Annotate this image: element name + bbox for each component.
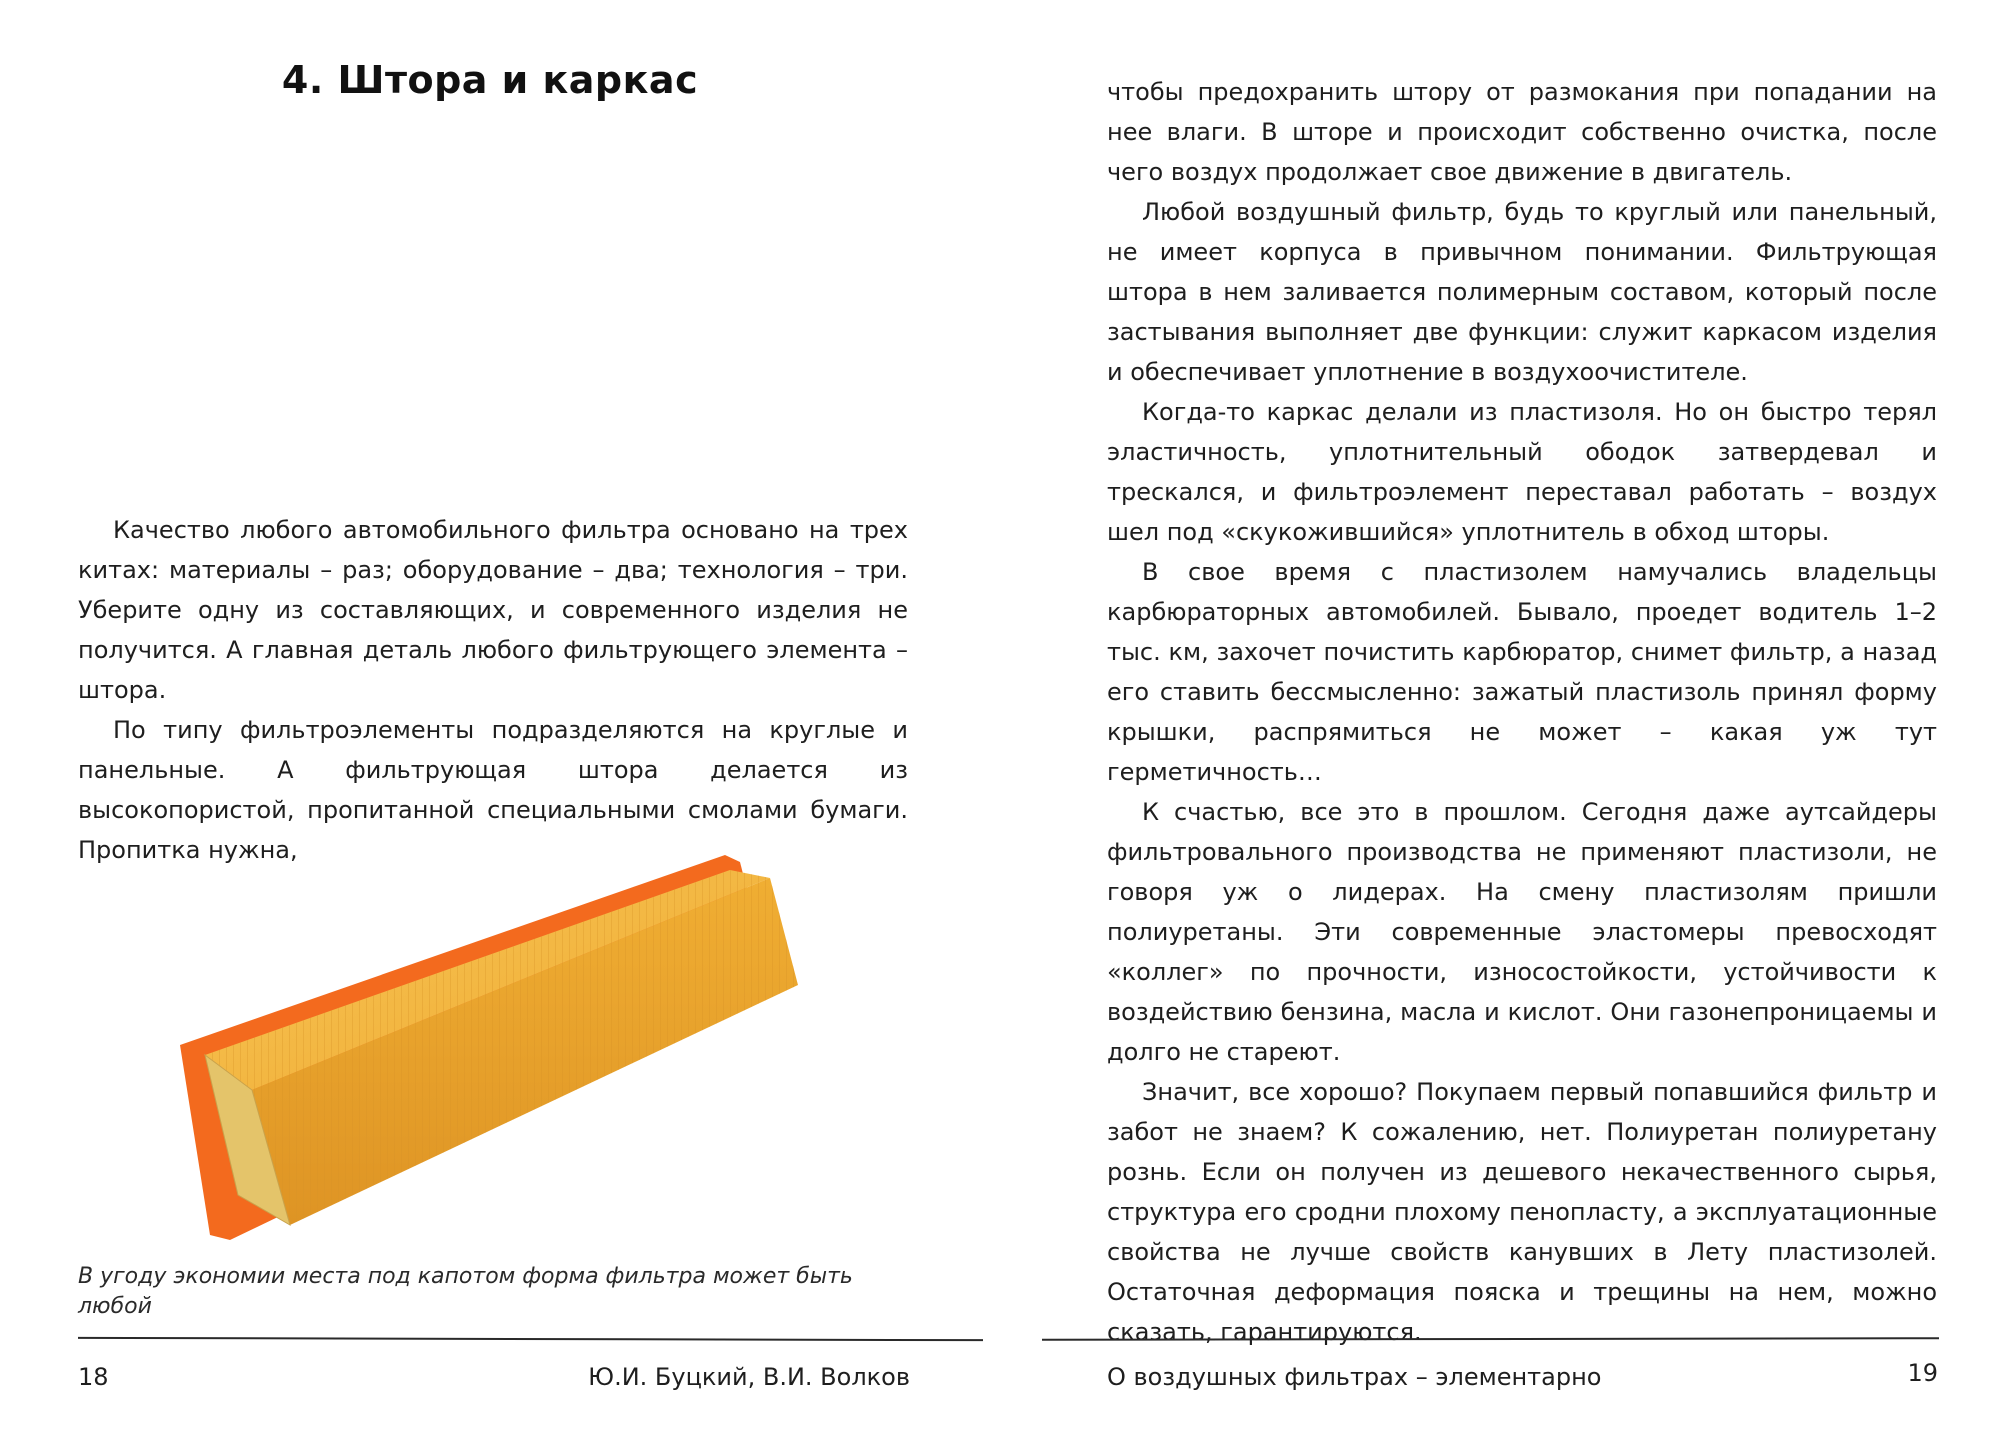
figure-caption: В угоду экономии места под капотом форма фильтра может быть любой xyxy=(78,1264,853,1319)
paragraph: чтобы предохранить штору от размокания при попадании на нее влаги. В шторе и происходит собственно очистка, после чего воздух продолжает свое движение в двигатель. xyxy=(1107,78,1937,186)
right-page xyxy=(1000,0,2000,1430)
paragraph: К счастью, все это в прошлом. Сегодня даже аутсайдеры фильтровального производства не применяют пластизоли, не говоря уж о лидерах. На смену пластизолям пришли полиуретаны. Эти современные эластомеры превосходят «коллег» по прочности, износостойкости, устойчивости к воздействию бензина, масла и кислот. Они газонепроницаемы и долго не стареют. xyxy=(1107,798,1937,1066)
paragraph: Значит, все хорошо? Покупаем первый попавшийся фильтр и забот не знаем? К сожалению, нет. Полиуретан полиуретану рознь. Если он получен из дешевого некачественного сырья, структура его сродни плохому пенопласту, а эксплуатационные свойства не лучше свойств канувших в Лету пластизолей. Остаточная деформация пояска и трещины на нем, можно сказать, гарантируются. xyxy=(1107,1078,1937,1346)
paragraph: Качество любого автомобильного фильтра основано на трех китах: материалы – раз; оборудование – два; технология – три. Уберите одну из составляющих, и современного изделия не получится. А главная деталь любого фильтрующего элемента – штора. xyxy=(78,516,908,704)
footer-rule xyxy=(78,1337,983,1341)
right-body-text xyxy=(1107,72,1937,1352)
running-footer-title: О воздушных фильтрах – элементарно xyxy=(1107,1363,1602,1391)
left-body-text xyxy=(78,510,908,870)
paragraph: В свое время с пластизолем намучались владельцы карбюраторных автомобилей. Бывало, проедет водитель 1–2 тыс. км, захочет почистить карбюратор, снимет фильтр, а назад его ставить бессмысленно: зажатый пластизоль принял форму крышки, распрямиться не может – какая уж тут герметичность… xyxy=(1107,558,1937,786)
running-footer-authors: Ю.И. Буцкий, В.И. Волков xyxy=(588,1363,910,1391)
panel-air-filter-photo xyxy=(170,850,830,1240)
page-number: 18 xyxy=(78,1363,109,1391)
chapter-title: 4. Штора и каркас xyxy=(281,58,699,102)
paragraph: По типу фильтроэлементы подразделяются на круглые и панельные. А фильтрующая штора делается из высокопористой, пропитанной специальными смолами бумаги. Пропитка нужна, xyxy=(78,716,908,864)
paragraph: Любой воздушный фильтр, будь то круглый или панельный, не имеет корпуса в привычном понимании. Фильтрующая штора в нем заливается полимерным составом, который после застывания выполняет две функции: служит каркасом изделия и обеспечивает уплотнение в воздухоочистителе. xyxy=(1107,198,1937,386)
page-number: 19 xyxy=(1907,1359,1938,1387)
paragraph: Когда-то каркас делали из пластизоля. Но он быстро терял эластичность, уплотнительный ободок затвердевал и трескался, и фильтроэлемент переставал работать – воздух шел под «скукожившийся» уплотнитель в обход шторы. xyxy=(1107,398,1937,546)
